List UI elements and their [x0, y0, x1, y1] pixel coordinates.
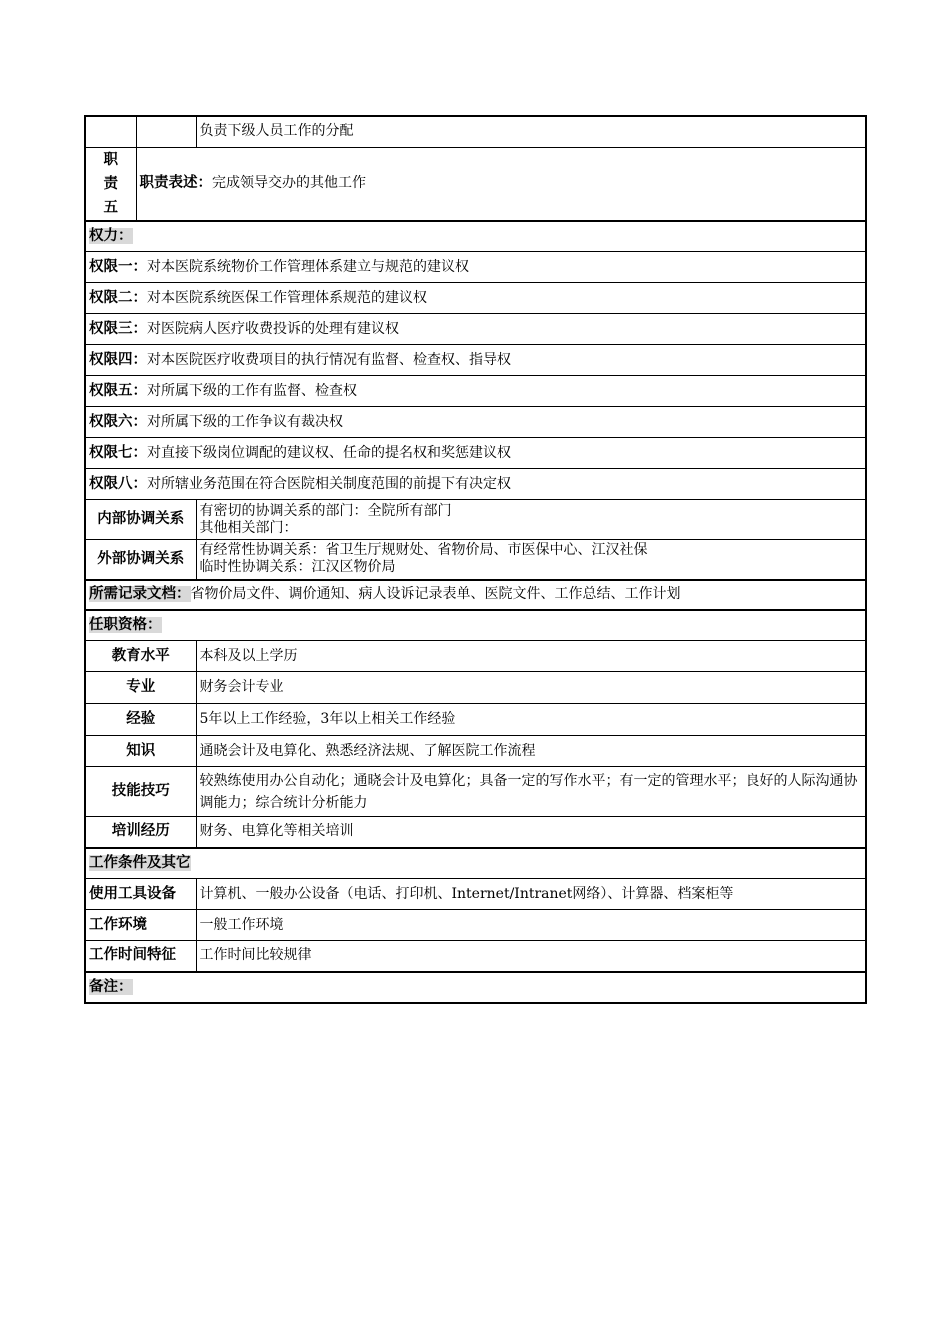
duty5-label: 职责表述：: [139, 175, 212, 191]
conditions-row: [85, 910, 866, 941]
authority-row: [85, 252, 866, 283]
duty-tail-text: 负责下级人员工作的分配: [196, 116, 866, 147]
authority-label: 权限五：: [89, 382, 147, 399]
qualification-text: 通晓会计及电算化、熟悉经济法规、了解医院工作流程: [196, 736, 866, 767]
qualification-row: [85, 767, 866, 817]
qualification-text: 较熟练使用办公自动化；通晓会计及电算化；具备一定的写作水平；有一定的管理水平；良好的人际沟通协调能力；综合统计分析能力: [196, 767, 866, 817]
qualification-row: [85, 641, 866, 672]
records-text: 省物价局文件、调价通知、病人设诉记录表单、医院文件、工作总结、工作计划: [190, 586, 681, 602]
duty-tail-blank-1: [85, 116, 136, 147]
qualification-text: 本科及以上学历: [196, 641, 866, 672]
conditions-label: 工作环境: [85, 910, 196, 941]
duty5-row: [85, 147, 866, 221]
authority-row: [85, 407, 866, 438]
qualification-title-row: [85, 610, 866, 641]
external-coordination-label: 外部协调关系: [85, 540, 196, 580]
authority-label: 权限八：: [89, 475, 147, 492]
duty5-label-vertical: [85, 147, 136, 221]
qualification-text: 财务会计专业: [196, 672, 866, 704]
external-coordination-content: [196, 540, 866, 580]
internal-coordination-row: [85, 500, 866, 540]
qualification-text: 5年以上工作经验，3年以上相关工作经验: [196, 704, 866, 736]
authority-row: [85, 376, 866, 407]
qualification-label: 教育水平: [85, 641, 196, 672]
qualification-row: [85, 672, 866, 704]
authority-text: 对所属下级的工作争议有裁决权: [147, 413, 343, 430]
external-coordination-row: [85, 540, 866, 580]
duty-tail-blank-2: [136, 116, 196, 147]
external-coordination-line2: 临时性协调关系：江汉区物价局: [199, 559, 396, 576]
authority-text: 对本医院系统医保工作管理体系规范的建议权: [147, 289, 427, 306]
authority-text: 对所辖业务范围在符合医院相关制度范围的前提下有决定权: [147, 475, 511, 492]
conditions-label: 使用工具设备: [85, 879, 196, 910]
conditions-text: 工作时间比较规律: [196, 941, 866, 972]
conditions-label: 工作时间特征: [85, 941, 196, 972]
authority-label: 权限七：: [89, 444, 147, 461]
conditions-title-row: [85, 848, 866, 879]
authority-text: 对本医院医疗收费项目的执行情况有监督、检查权、指导权: [147, 351, 511, 368]
internal-coordination-content: [196, 500, 866, 540]
authority-label: 权限二：: [89, 289, 147, 306]
qualification-row: [85, 704, 866, 736]
qualification-label: 知识: [85, 736, 196, 767]
job-description-table: [84, 115, 865, 1004]
qualification-text: 财务、电算化等相关培训: [196, 817, 866, 848]
authority-row: [85, 345, 866, 376]
qualification-row: [85, 736, 866, 767]
authority-row: [85, 283, 866, 314]
qualification-row: [85, 817, 866, 848]
authority-text: 对本医院系统物价工作管理体系建立与规范的建议权: [147, 258, 469, 275]
qualification-label: 经验: [85, 704, 196, 736]
duty5-char-1: 职: [103, 151, 118, 168]
internal-coordination-line2: 其他相关部门：: [199, 519, 298, 536]
qualification-label: 专业: [85, 672, 196, 704]
internal-coordination-label: 内部协调关系: [85, 500, 196, 540]
conditions-row: [85, 941, 866, 972]
conditions-text: 计算机、一般办公设备（电话、打印机、Internet/Intranet网络）、计算器、档案柜等: [196, 879, 866, 910]
authority-label: 权限六：: [89, 413, 147, 430]
records-row: [85, 580, 866, 610]
external-coordination-line1: 有经常性协调关系：省卫生厅规财处、省物价局、市医保中心、江汉社保: [199, 542, 648, 559]
authority-label: 权限三：: [89, 320, 147, 337]
duty5-content: [136, 147, 866, 221]
authority-label: 权限一：: [89, 258, 147, 275]
duty5-char-2: 责: [103, 175, 118, 192]
duty5-char-3: 五: [103, 199, 118, 216]
authority-row: [85, 314, 866, 345]
conditions-row: [85, 879, 866, 910]
authority-label: 权限四：: [89, 351, 147, 368]
duty5-text: 完成领导交办的其他工作: [212, 175, 366, 191]
internal-coordination-line1: 有密切的协调关系的部门：全院所有部门: [199, 502, 452, 519]
authority-row: [85, 469, 866, 500]
authority-title: 权力：: [85, 221, 866, 252]
job-table: [84, 115, 867, 1004]
conditions-title: 工作条件及其它: [85, 848, 866, 879]
conditions-text: 一般工作环境: [196, 910, 866, 941]
authority-text: 对所属下级的工作有监督、检查权: [147, 382, 357, 399]
notes-title: 备注：: [85, 972, 866, 1003]
duty-tail-row: [85, 116, 866, 147]
qualification-label: 技能技巧: [85, 767, 196, 817]
authority-title-row: [85, 221, 866, 252]
qualification-title: 任职资格：: [85, 610, 866, 641]
notes-row: [85, 972, 866, 1003]
qualification-label: 培训经历: [85, 817, 196, 848]
authority-row: [85, 438, 866, 469]
records-label: 所需记录文档：: [89, 586, 191, 602]
authority-text: 对直接下级岗位调配的建议权、任命的提名权和奖惩建议权: [147, 444, 511, 461]
authority-text: 对医院病人医疗收费投诉的处理有建议权: [147, 320, 399, 337]
